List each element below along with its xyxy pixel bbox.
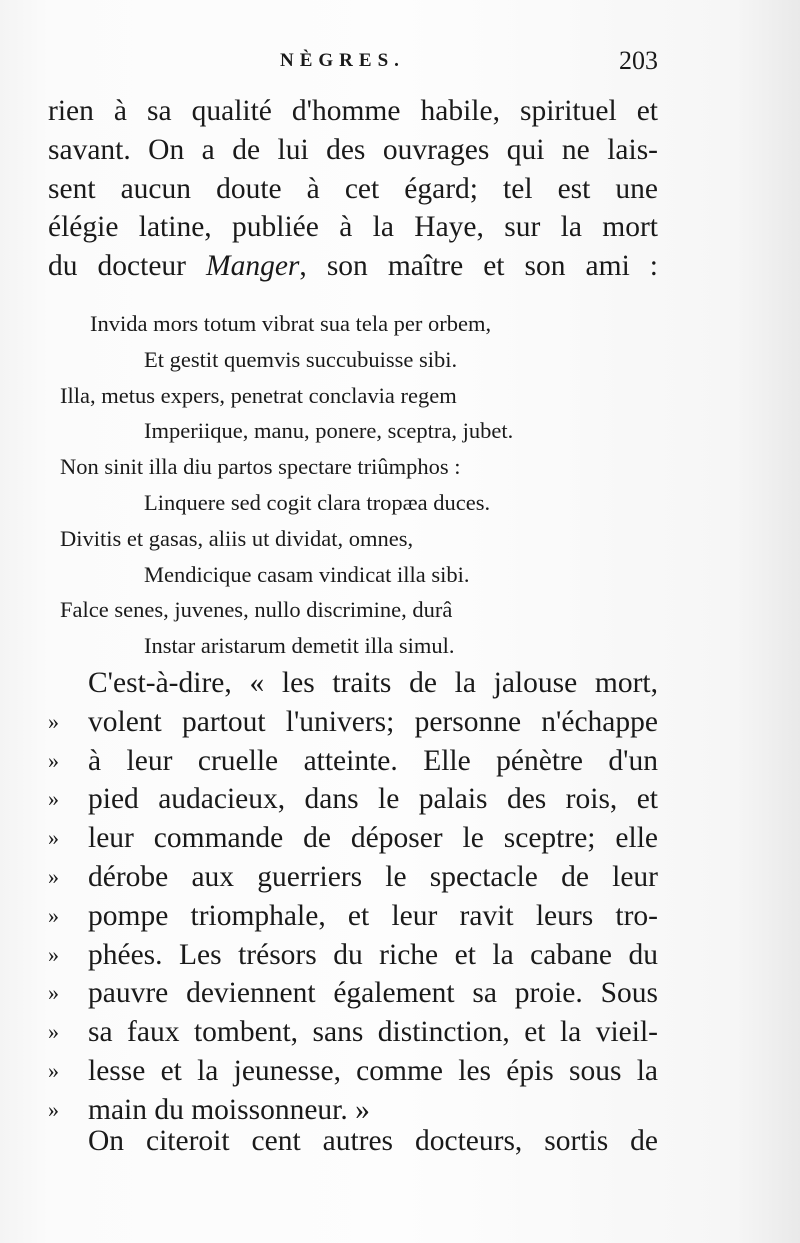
italic-name: Manger	[206, 250, 300, 283]
line-text: dérobe aux guerriers le spectacle de leur	[88, 860, 658, 893]
text-line: sent aucun doute à cet égard; tel est une	[48, 172, 658, 205]
text-line-part: du docteur	[48, 250, 207, 283]
line-text: phées. Les trésors du riche et la cabane du	[88, 938, 658, 971]
text-line	[48, 858, 658, 897]
text-line: savant. On a de lui des ouvrages qui ne lais-	[48, 133, 658, 166]
paragraph-next	[48, 1122, 658, 1161]
text-line	[48, 1052, 658, 1091]
text-line	[48, 819, 658, 858]
quote-mark: »	[48, 980, 59, 1006]
line-text: volent partout l'univers; personne n'échappe	[88, 705, 658, 738]
verse-line: Mendicique casam vindicat illa sibi.	[144, 561, 470, 587]
quote-mark: »	[48, 1057, 59, 1083]
paragraph-intro	[48, 92, 658, 286]
text-line-part: , son maître et son ami :	[299, 250, 658, 283]
latin-elegy	[60, 306, 660, 664]
text-line: C'est-à-dire, « les traits de la jalouse mort,	[88, 667, 658, 699]
line-text: pauvre deviennent également sa proie. Sous	[88, 977, 658, 1010]
line-text: lesse et la jeunesse, comme les épis sous la	[88, 1054, 658, 1087]
line-text: sa faux tombent, sans distinction, et la vieil-	[88, 1016, 658, 1049]
text-line: élégie latine, publiée à la Haye, sur la mort	[48, 211, 658, 244]
quote-mark: »	[48, 902, 59, 928]
verse-line: Illa, metus expers, penetrat conclavia regem	[60, 382, 457, 408]
text-line	[48, 780, 658, 819]
quote-mark: »	[48, 708, 59, 734]
quote-mark: »	[48, 941, 59, 967]
text-line: On citeroit cent autres docteurs, sortis de	[88, 1125, 658, 1157]
line-text: main du moissonneur. »	[88, 1093, 370, 1126]
verse-line: Linquere sed cogit clara tropæa duces.	[144, 489, 491, 515]
text-line	[48, 1013, 658, 1052]
line-text: à leur cruelle atteinte. Elle pénètre d'un	[88, 744, 658, 777]
text-line	[48, 247, 658, 286]
quote-mark: »	[48, 863, 59, 889]
text-line	[48, 974, 658, 1013]
text-line: rien à sa qualité d'homme habile, spirituel et	[48, 95, 658, 127]
line-text: pompe triomphale, et leur ravit leurs tro-	[88, 899, 658, 932]
page-header	[48, 44, 658, 84]
paragraph-translation	[48, 664, 658, 1130]
verse-line: Falce senes, juvenes, nullo discrimine, durâ	[60, 597, 453, 623]
text-line	[48, 936, 658, 975]
page-number: 203	[619, 46, 658, 75]
verse-line: Divitis et gasas, aliis ut dividat, omnes,	[60, 525, 414, 551]
quote-mark: »	[48, 747, 59, 773]
quote-mark: »	[48, 1019, 59, 1045]
line-text: leur commande de déposer le sceptre; elle	[88, 822, 658, 855]
text-line	[48, 897, 658, 936]
verse-line: Instar aristarum demetit illa simul.	[144, 633, 455, 659]
line-text: pied audacieux, dans le palais des rois, et	[88, 783, 658, 816]
text-line	[48, 703, 658, 742]
text-line	[48, 742, 658, 781]
quote-mark: »	[48, 786, 59, 812]
verse-line: Invida mors totum vibrat sua tela per orbem,	[90, 311, 492, 336]
verse-line: Et gestit quemvis succubuisse sibi.	[144, 346, 458, 372]
quote-mark: »	[48, 1096, 59, 1122]
quote-mark: »	[48, 825, 59, 851]
verse-line: Imperiique, manu, ponere, sceptra, jubet.	[144, 418, 514, 444]
running-head: NÈGRES.	[280, 50, 405, 71]
verse-line: Non sinit illa diu partos spectare triûmphos :	[60, 454, 461, 480]
